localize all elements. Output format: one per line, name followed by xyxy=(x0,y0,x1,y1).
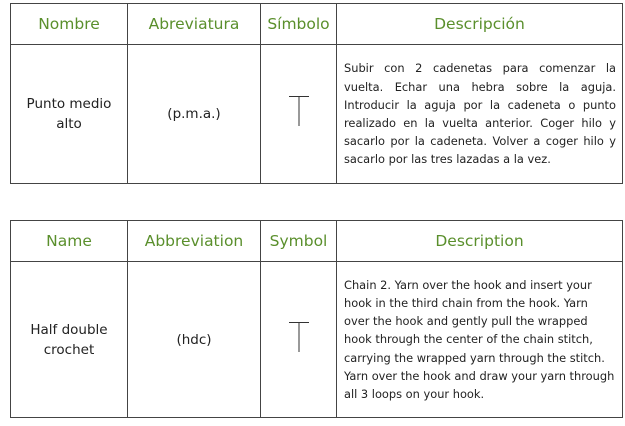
stitch-name-cell xyxy=(11,45,128,184)
table-row xyxy=(11,262,623,418)
hdc-t-symbol-icon xyxy=(287,95,311,127)
table-header-row xyxy=(11,4,623,45)
stitch-description: Subir con 2 cadenetas para comenzar la vuelta. Echar una hebra sobre la aguja. Introducir la aguja por la cadeneta o punto realizado en la vuelta anterior. Coger hilo y sacarlo por la cadeneta. Volver a coger hilo y sacarlo por las tres lazadas a la vez. xyxy=(337,45,623,184)
stitch-symbol-cell xyxy=(261,45,337,184)
header-name: Nombre xyxy=(11,4,128,45)
stitch-description: Chain 2. Yarn over the hook and insert your hook in the third chain from the hook. Yarn over the hook and gently pull the wrapped hook through the center of the chain stitch, carrying the wrapped yarn through the stitch. Yarn over the hook and draw your yarn through all 3 loops on your hook. xyxy=(337,262,623,418)
stitch-abbreviation: (p.m.a.) xyxy=(128,45,261,184)
stitch-name-cell xyxy=(11,262,128,418)
header-name: Name xyxy=(11,221,128,262)
header-abbreviation: Abbreviation xyxy=(128,221,261,262)
table-row xyxy=(11,45,623,184)
spanish-stitch-table xyxy=(10,3,623,184)
header-symbol: Símbolo xyxy=(261,4,337,45)
hdc-t-symbol-icon xyxy=(287,321,311,353)
header-description: Description xyxy=(337,221,623,262)
stitch-name: Punto medio alto xyxy=(26,96,112,132)
table-header-row xyxy=(11,221,623,262)
header-description: Descripción xyxy=(337,4,623,45)
header-symbol: Symbol xyxy=(261,221,337,262)
header-abbreviation: Abreviatura xyxy=(128,4,261,45)
stitch-symbol-cell xyxy=(261,262,337,418)
stitch-abbreviation: (hdc) xyxy=(128,262,261,418)
english-stitch-table xyxy=(10,220,623,418)
stitch-name: Half double crochet xyxy=(30,321,108,358)
